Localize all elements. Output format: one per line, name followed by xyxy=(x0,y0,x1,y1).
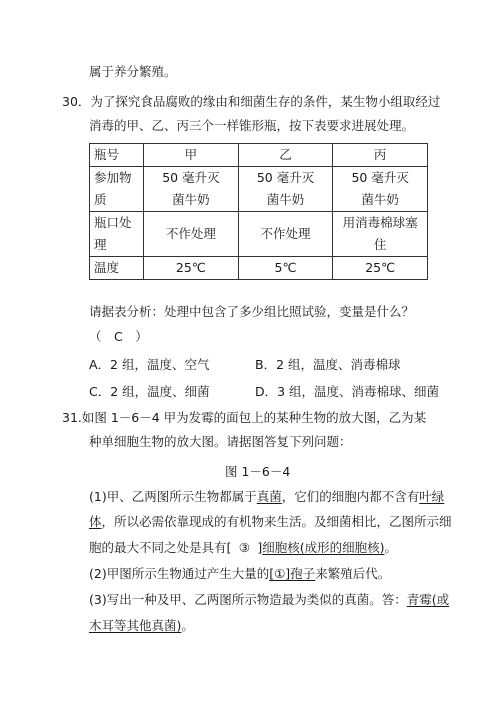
q30-option-d: D．3 组，温度、消毒棉球、细菌 xyxy=(255,384,440,399)
q31-part1-line2: 体，所以必需依靠现成的有机物来生活。及细菌相比，乙图所示细 xyxy=(89,514,452,529)
answer-penicillium: 青霉(或 xyxy=(406,592,450,607)
cell-treatment-yi: 不作处理 xyxy=(238,212,333,257)
figure-label: 图 1－6－4 xyxy=(225,464,291,479)
cell-treatment-jia: 不作处理 xyxy=(144,212,239,257)
cell-substance-yi: 50 毫升灭 菌牛奶 xyxy=(238,167,333,212)
row-label-temperature: 温度 xyxy=(90,257,144,280)
header-yi: 乙 xyxy=(238,144,333,167)
cell-treatment-bing: 用消毒棉球塞住 xyxy=(333,212,428,257)
row-label-treatment: 瓶口处 理 xyxy=(90,212,144,257)
q31-part1-line3: 胞的最大不同之处是具有[ ③ ]细胞核(成形的细胞核)。 xyxy=(89,540,398,555)
cell-substance-bing: 50 毫升灭 菌牛奶 xyxy=(333,167,428,212)
treatment-table xyxy=(89,143,428,280)
header-bing: 丙 xyxy=(333,144,428,167)
q31-part2: (2)甲图所示生物通过产生大量的[①]孢子来繁殖后代。 xyxy=(89,566,391,581)
q30-question: 请据表分析：处理中包含了多少组比照试验，变量是什么？ xyxy=(89,304,415,319)
q30-line1: 30．为了探究食品腐败的缘由和细菌生存的条件，某生物小组取经过 xyxy=(62,94,441,109)
q30-option-c: C．2 组，温度、细菌 xyxy=(89,384,210,399)
q31-part3-line1: (3)写出一种及甲、乙两图所示物造最为类似的真菌。答：青霉(或 xyxy=(89,592,450,607)
cell-substance-jia: 50 毫升灭 菌牛奶 xyxy=(144,167,239,212)
answer-chloroplast-b: 体 xyxy=(89,514,102,529)
header-bottle: 瓶号 xyxy=(90,144,144,167)
row-label-substance: 参加物 质 xyxy=(90,167,144,212)
table-header-row xyxy=(90,144,428,167)
header-jia: 甲 xyxy=(144,144,239,167)
table-row-substance xyxy=(90,167,428,212)
answer-fungi: 真菌 xyxy=(256,489,282,504)
q30-option-b: B．2 组，温度、消毒棉球 xyxy=(255,357,401,372)
q31-line1: 31.如图 1－6－4 甲为发霉的面包上的某种生物的放大图，乙为某 xyxy=(62,410,427,425)
intro-tail: 属于养分繁殖。 xyxy=(89,64,177,79)
cell-temp-yi: 5℃ xyxy=(238,257,333,280)
q30-option-a: A．2 组，温度、空气 xyxy=(89,357,210,372)
cell-temp-jia: 25℃ xyxy=(144,257,239,280)
q31-line2: 种单细胞生物的放大图。请据图答复下列问题： xyxy=(89,434,352,449)
answer-nucleus: 细胞核(成形的细胞核) xyxy=(262,540,385,555)
q30-line2: 消毒的甲、乙、丙三个一样锥形瓶，按下表要求进展处理。 xyxy=(89,118,415,133)
q30-answer: （ C ） xyxy=(89,329,148,344)
answer-spores: [①]孢子 xyxy=(269,566,316,581)
answer-chloroplast-a: 叶绿 xyxy=(419,489,445,504)
table-row-temperature xyxy=(90,257,428,280)
cell-temp-bing: 25℃ xyxy=(333,257,428,280)
bracket-number: ③ xyxy=(238,540,250,555)
q31-part3-line2: 木耳等其他真菌)。 xyxy=(89,618,194,633)
table-row-treatment xyxy=(90,212,428,257)
q31-part1-line1: (1)甲、乙两图所示生物都属于真菌，它们的细胞内都不含有叶绿 xyxy=(89,489,445,504)
answer-other-fungi: 木耳等其他真菌) xyxy=(89,618,182,633)
